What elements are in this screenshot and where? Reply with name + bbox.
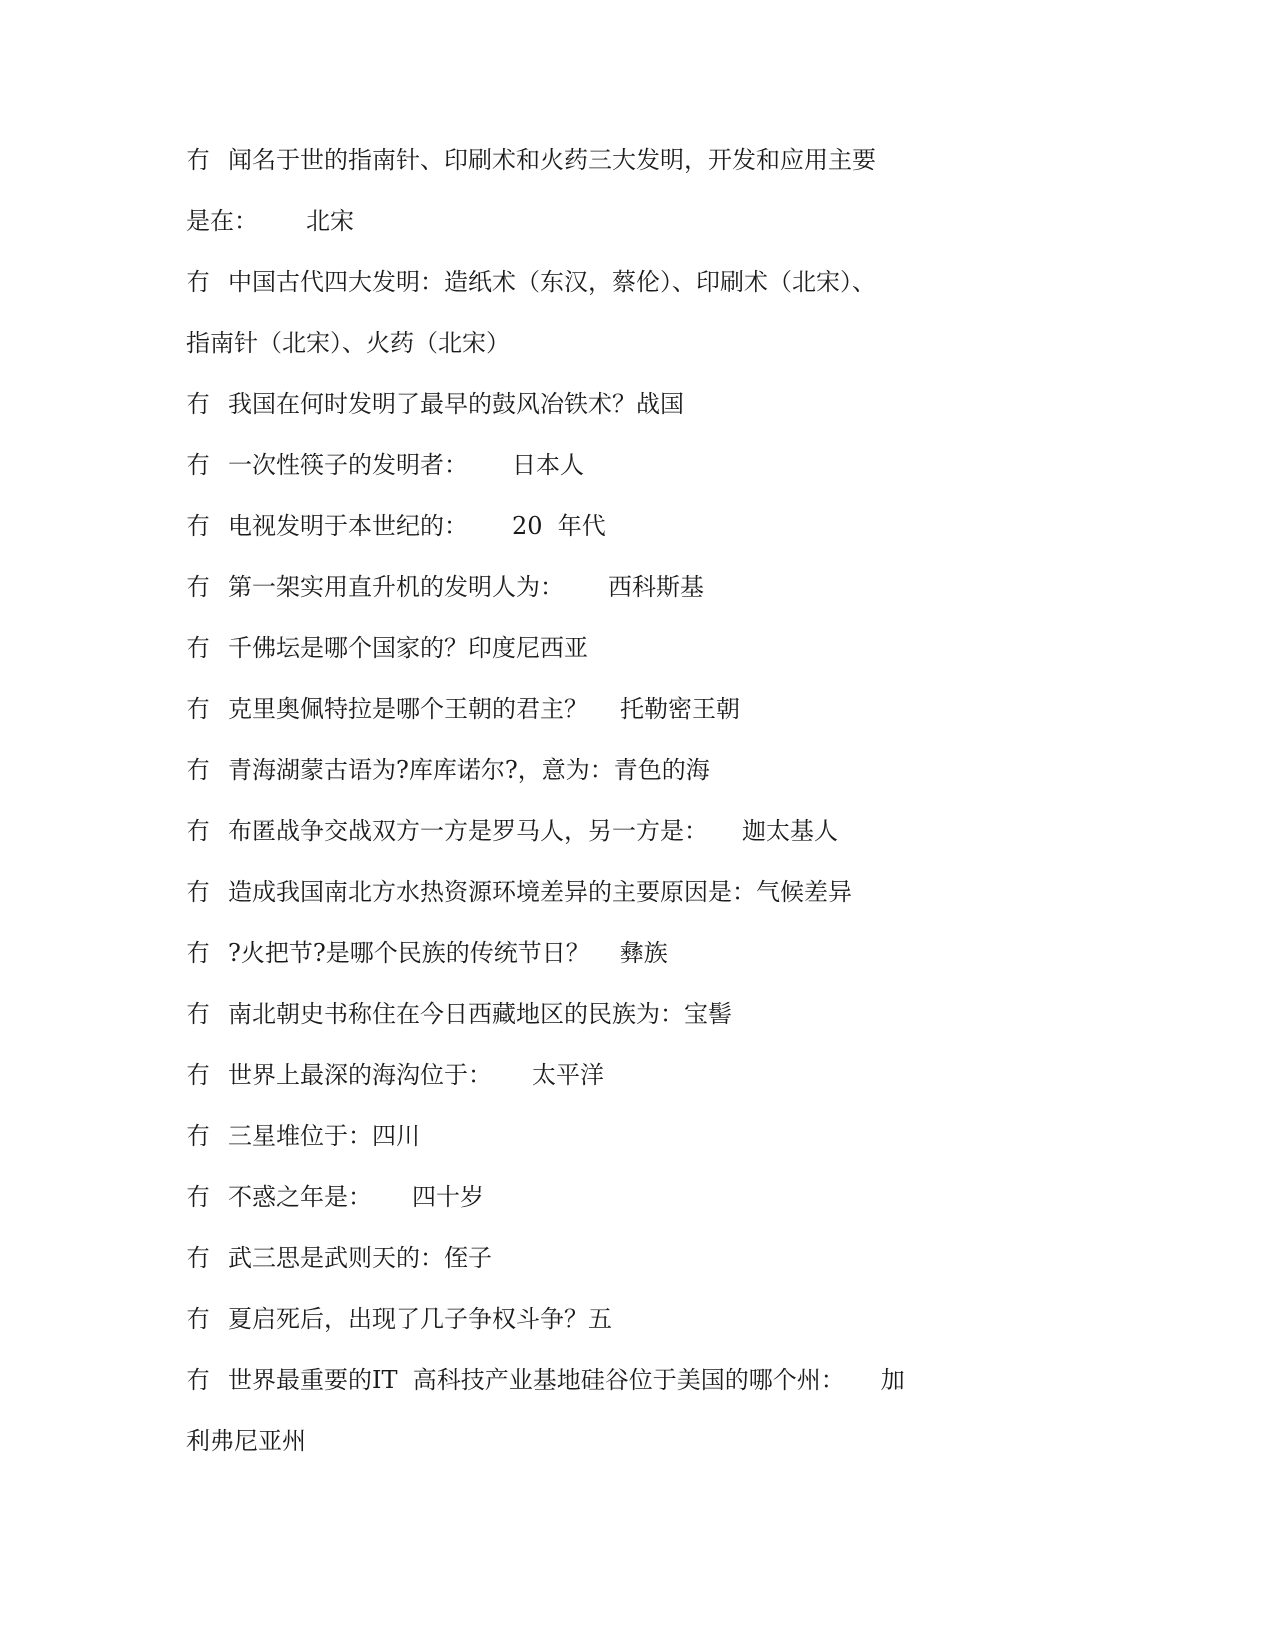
item-text: 中国古代四大发明：造纸术（东汉，蔡伦）、印刷术（北宋）、 <box>228 268 876 296</box>
item-text: 三星堆位于：四川 <box>228 1122 420 1150</box>
bullet-marker: 冇 <box>186 878 210 906</box>
item-answer: 四十岁 <box>412 1183 484 1211</box>
item-text: 指南针（北宋）、火药（北宋） <box>186 329 510 357</box>
bullet-marker: 冇 <box>186 756 210 784</box>
list-item <box>186 506 926 567</box>
item-text: 不惑之年是： <box>228 1183 372 1211</box>
list-item <box>186 140 926 201</box>
item-text: 电视发明于本世纪的： <box>228 512 468 540</box>
bullet-marker: 冇 <box>186 573 210 601</box>
item-text: 克里奥佩特拉是哪个王朝的君主？ <box>228 695 588 723</box>
list-item-continuation <box>186 201 926 262</box>
item-answer: 西科斯基 <box>608 573 704 601</box>
item-text: 一次性筷子的发明者： <box>228 451 468 479</box>
bullet-marker: 冇 <box>186 695 210 723</box>
bullet-marker: 冇 <box>186 1122 210 1150</box>
bullet-marker: 冇 <box>186 512 210 540</box>
list-item <box>186 689 926 750</box>
item-answer: 日本人 <box>512 451 584 479</box>
list-item-continuation <box>186 323 926 384</box>
item-text: 是在： <box>186 207 258 235</box>
bullet-marker: 冇 <box>186 146 210 174</box>
item-answer: 彝族 <box>619 939 668 967</box>
list-item <box>186 994 926 1055</box>
bullet-marker: 冇 <box>186 1061 210 1089</box>
list-item <box>186 445 926 506</box>
list-item-continuation <box>186 1421 926 1482</box>
list-item <box>186 1055 926 1116</box>
item-answer: 托勒密王朝 <box>620 695 740 723</box>
item-answer: 迦太基人 <box>742 817 838 845</box>
item-text: 青海湖蒙古语为?库库诺尔?，意为：青色的海 <box>228 756 710 784</box>
bullet-marker: 冇 <box>186 634 210 662</box>
bullet-marker: 冇 <box>186 1244 210 1272</box>
bullet-marker: 冇 <box>186 268 210 296</box>
item-text: 闻名于世的指南针、印刷术和火药三大发明，开发和应用主要 <box>228 146 876 174</box>
item-answer: 北宋 <box>306 207 354 235</box>
list-item <box>186 933 926 994</box>
item-text: 千佛坛是哪个国家的？印度尼西亚 <box>228 634 588 662</box>
bullet-marker: 冇 <box>186 1305 210 1333</box>
list-item <box>186 628 926 689</box>
item-text: 我国在何时发明了最早的鼓风冶铁术？战国 <box>228 390 684 418</box>
list-item <box>186 1177 926 1238</box>
item-text: 世界最重要的IT 高科技产业基地硅谷位于美国的哪个州： <box>228 1366 845 1394</box>
item-text: ?火把节?是哪个民族的传统节日？ <box>228 939 590 967</box>
bullet-marker: 冇 <box>186 817 210 845</box>
list-item <box>186 262 926 323</box>
bullet-marker: 冇 <box>186 1000 210 1028</box>
item-text: 南北朝史书称住在今日西藏地区的民族为：宝髻 <box>228 1000 732 1028</box>
bullet-marker: 冇 <box>186 1183 210 1211</box>
list-item <box>186 1116 926 1177</box>
list-item <box>186 1299 926 1360</box>
item-text: 武三思是武则天的：侄子 <box>228 1244 492 1272</box>
bullet-marker: 冇 <box>186 451 210 479</box>
item-answer: 20 年代 <box>512 512 606 540</box>
item-text: 夏启死后，出现了几子争权斗争？五 <box>228 1305 612 1333</box>
list-item <box>186 811 926 872</box>
item-text: 布匿战争交战双方一方是罗马人，另一方是： <box>228 817 708 845</box>
list-item <box>186 750 926 811</box>
list-item <box>186 1360 926 1421</box>
list-item <box>186 384 926 445</box>
item-text: 造成我国南北方水热资源环境差异的主要原因是：气候差异 <box>228 878 852 906</box>
item-answer: 太平洋 <box>532 1061 604 1089</box>
list-item <box>186 1238 926 1299</box>
bullet-marker: 冇 <box>186 939 210 967</box>
list-item <box>186 872 926 933</box>
item-text: 利弗尼亚州 <box>186 1427 306 1455</box>
item-text: 世界上最深的海沟位于： <box>228 1061 492 1089</box>
item-text: 第一架实用直升机的发明人为： <box>228 573 564 601</box>
item-answer: 加 <box>880 1366 905 1394</box>
bullet-marker: 冇 <box>186 1366 210 1394</box>
bullet-marker: 冇 <box>186 390 210 418</box>
document-body <box>186 140 926 1482</box>
list-item <box>186 567 926 628</box>
